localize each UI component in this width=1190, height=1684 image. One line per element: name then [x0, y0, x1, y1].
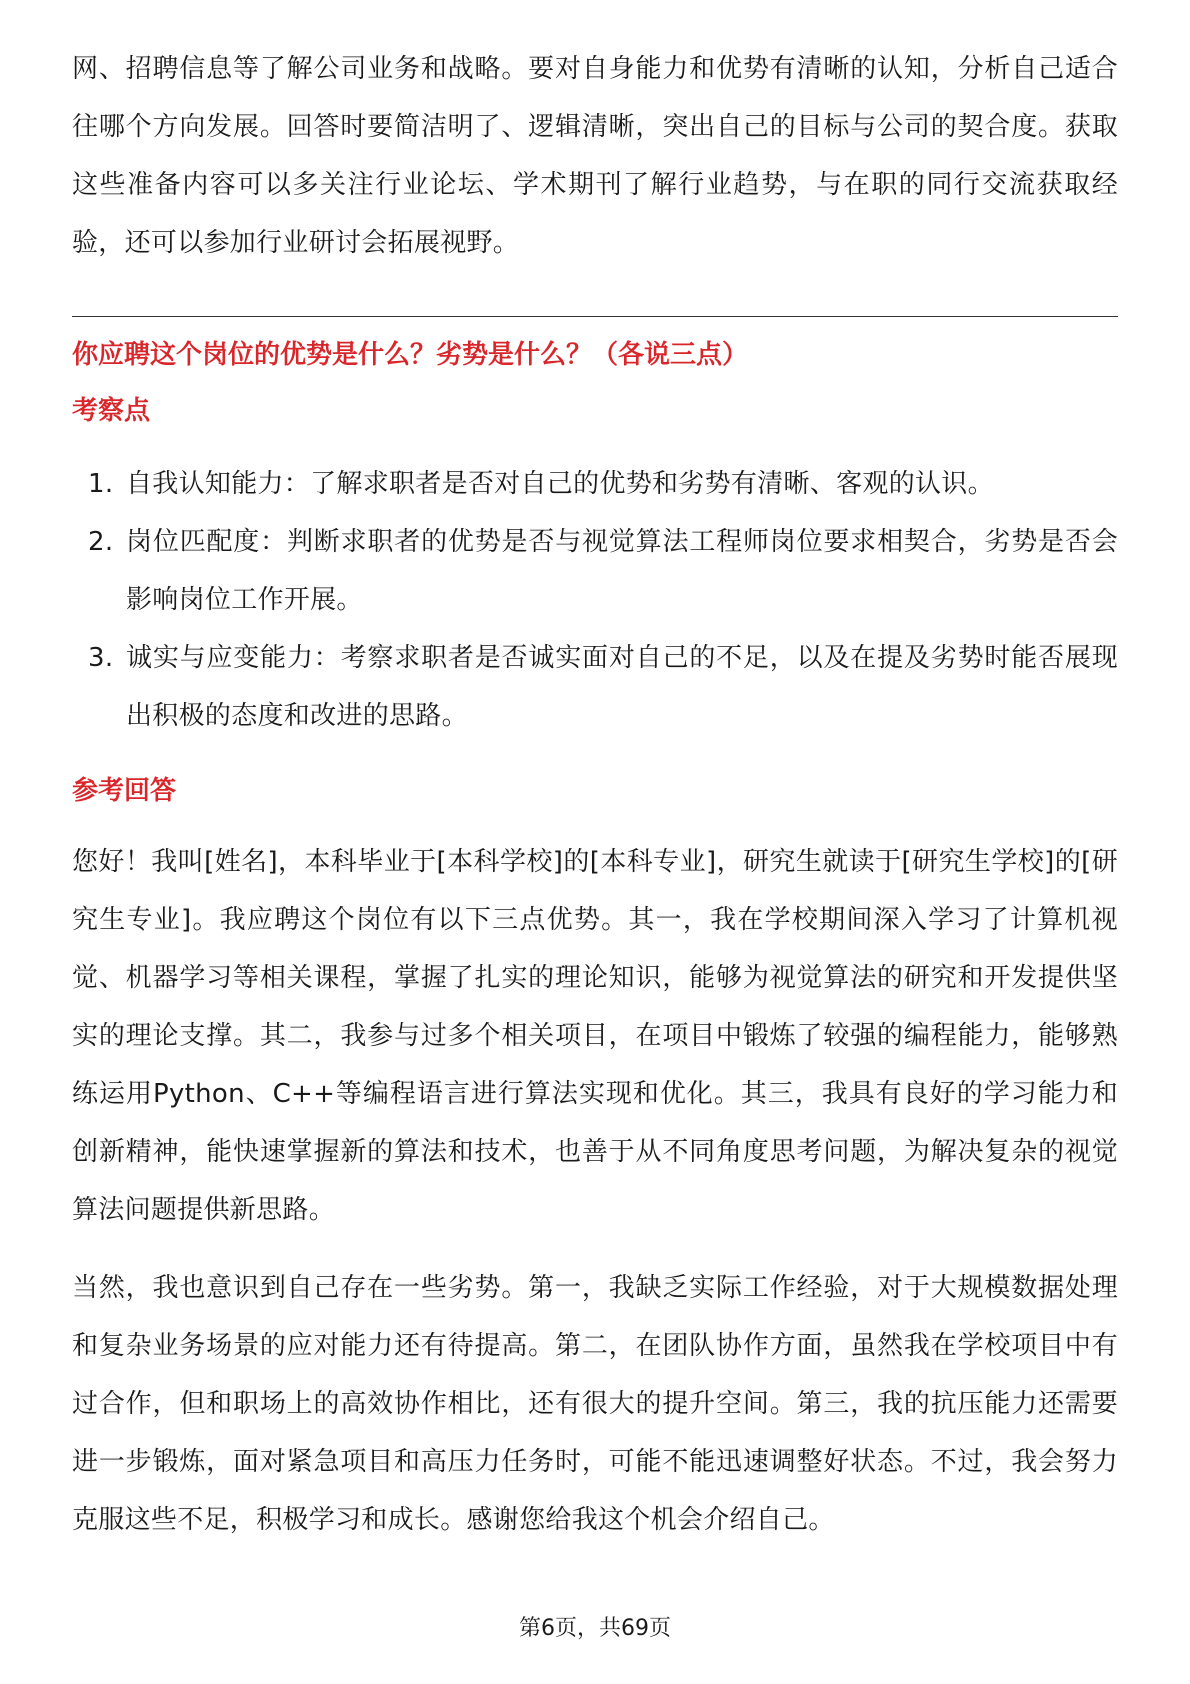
answer-paragraph-strengths: 您好！我叫[姓名]，本科毕业于[本科学校]的[本科专业]，研究生就读于[研究生学校]的[研究生专业]。我应聘这个岗位有以下三点优势。其一，我在学校期间深入学习了计算机视觉、机器学习等相关课程，掌握了扎实的理论知识，能够为视觉算法的研究和开发提供坚实的理论支撑。其二，我参与过多个相关项目，在项目中锻炼了较强的编程能力，能够熟练运用Python、C++等编程语言进行算法实现和优化。其三，我具有良好的学习能力和创新精神，能快速掌握新的算法和技术，也善于从不同角度思考问题，为解决复杂的视觉算法问题提供新思路。	[72, 847, 1118, 1225]
assessment-list	[72, 455, 1118, 745]
list-item-number: 1.	[88, 469, 114, 499]
list-item-text: 诚实与应变能力：考察求职者是否诚实面对自己的不足，以及在提及劣势时能否展现出积极的态度和改进的思路。	[126, 643, 1118, 731]
list-item	[72, 455, 1118, 513]
list-item	[72, 629, 1118, 745]
page-number-footer: 第6页，共69页	[519, 1616, 671, 1641]
section-divider	[72, 316, 1118, 317]
list-item	[72, 513, 1118, 629]
intro-paragraph: 网、招聘信息等了解公司业务和战略。要对自身能力和优势有清晰的认知，分析自己适合往哪个方向发展。回答时要简洁明了、逻辑清晰，突出自己的目标与公司的契合度。获取这些准备内容可以多关注行业论坛、学术期刊了解行业趋势，与在职的同行交流获取经验，还可以参加行业研讨会拓展视野。	[72, 54, 1118, 258]
list-item-number: 3.	[88, 643, 114, 673]
assessment-heading: 考察点	[72, 396, 151, 426]
answer-paragraph-weaknesses: 当然，我也意识到自己存在一些劣势。第一，我缺乏实际工作经验，对于大规模数据处理和复杂业务场景的应对能力还有待提高。第二，在团队协作方面，虽然我在学校项目中有过合作，但和职场上的高效协作相比，还有很大的提升空间。第三，我的抗压能力还需要进一步锻炼，面对紧急项目和高压力任务时，可能不能迅速调整好状态。不过，我会努力克服这些不足，积极学习和成长。感谢您给我这个机会介绍自己。	[72, 1273, 1118, 1535]
list-item-text: 自我认知能力：了解求职者是否对自己的优势和劣势有清晰、客观的认识。	[126, 469, 994, 499]
answer-heading: 参考回答	[72, 776, 177, 806]
list-item-text: 岗位匹配度：判断求职者的优势是否与视觉算法工程师岗位要求相契合，劣势是否会影响岗位工作开展。	[126, 527, 1118, 615]
question-heading: 你应聘这个岗位的优势是什么？劣势是什么？（各说三点）	[72, 340, 749, 370]
list-item-number: 2.	[88, 527, 114, 557]
document-page	[72, 40, 1118, 1549]
